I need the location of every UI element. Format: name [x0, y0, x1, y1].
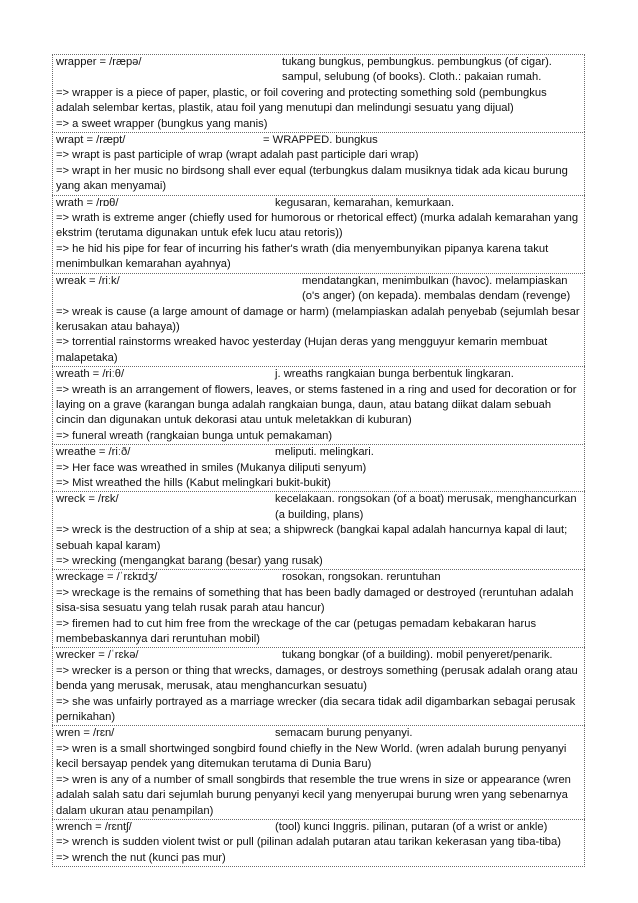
- entry-header: [56, 445, 582, 460]
- dictionary-entry: [52, 491, 585, 569]
- entry-example: => he hid his pipe for fear of incurring his father's wrath (dia menyembunyikan pipanya karena takut menimbulkan kemarahan ayahnya): [56, 242, 549, 271]
- entry-example: => wrapper is a piece of paper, plastic, or foil covering and protecting something sold (pembungkus adalah selembar kertas, plastik, atau foil yang menutupi dan melindungi sesuatu yang dijual): [56, 86, 547, 115]
- entry-header: [56, 492, 582, 523]
- entry-example: => wrecker is a person or thing that wrecks, damages, or destroys something (perusak adalah orang atau benda yang merusak, merusak, atau menghancurkan sesuatu): [56, 664, 578, 693]
- dictionary-entry: [52, 819, 585, 867]
- entry-headword: wreathe = /riːð/: [56, 446, 131, 459]
- dictionary-entry: [52, 725, 585, 818]
- entry-definition: = WRAPPED. bungkus: [263, 134, 378, 147]
- entry-example: => Her face was wreathed in smiles (Mukanya diliputi senyum): [56, 461, 367, 474]
- entry-example: => wrapt in her music no birdsong shall ever equal (terbungkus dalam musiknya tidak ada kicau burung yang akan menyamai): [56, 164, 568, 193]
- entry-headword: wrecker = /ˈrɛkə/: [56, 649, 139, 662]
- dictionary-entry: [52, 54, 585, 132]
- entry-definition: kegusaran, kemarahan, kemurkaan.: [275, 196, 455, 209]
- entry-example: => a sweet wrapper (bungkus yang manis): [56, 117, 268, 130]
- entry-example: => firemen had to cut him free from the wreckage of the car (petugas pemadam kebakaran harus membebaskannya dari reruntuhan mobil): [56, 617, 537, 646]
- entry-example: => wrath is extreme anger (chiefly used for humorous or rhetorical effect) (murka adalah kemarahan yang ekstrim (terutama digunakan untuk efek lucu atau retoris)): [56, 212, 579, 240]
- entry-example: => torrential rainstorms wreaked havoc yesterday (Hujan deras yang mengguyur kemarin membuat malapetaka): [56, 336, 548, 364]
- entry-definition: tukang bungkus, pembungkus. pembungkus (of cigar). sampul, selubung (of books). Cloth.: pakaian rumah.: [282, 56, 552, 84]
- entry-definition: rosokan, rongsokan. reruntuhan: [282, 571, 441, 584]
- entry-headword: wrapt = /ræpt/: [56, 134, 126, 147]
- entry-headword: wrench = /rɛntʃ/: [56, 820, 132, 833]
- entry-example: => wrench the nut (kunci pas mur): [56, 851, 226, 864]
- entry-example: => wreak is cause (a large amount of damage or harm) (melampiaskan adalah penyebab (sejumlah besar kerusakan atau bahaya)): [56, 305, 580, 333]
- entry-definition: j. wreaths rangkaian bunga berbentuk lingkaran.: [275, 368, 514, 381]
- entry-example: => wren is any of a number of small songbirds that resemble the true wrens in size or appearance (wren adalah salah satu dari sejumlah burung penyanyi kecil yang menyerupai burung wren yang sebenarnya dalam ukuran atau penampilan): [56, 773, 571, 817]
- entry-header: [56, 133, 582, 148]
- entry-example: => wreck is the destruction of a ship at sea; a shipwreck (bangkai kapal adalah hancurnya kapal di laut; sebuah kapal karam): [56, 524, 568, 552]
- entry-example: => wrapt is past participle of wrap (wrapt adalah past participle dari wrap): [56, 149, 419, 162]
- dictionary-entry: [52, 132, 585, 195]
- entry-definition: meliputi. melingkari.: [275, 446, 374, 459]
- entry-header: [56, 570, 582, 585]
- entry-example: => wreath is an arrangement of flowers, leaves, or stems fastened in a ring and used for decoration or for laying on a grave (karangan bunga adalah rangkaian bunga, daun, atau batang diikat dalam sebuah cincin dan digunakan untuk dekorasi atau untuk meletakkan di kuburan): [56, 383, 577, 427]
- entry-example: => funeral wreath (rangkaian bunga untuk pemakaman): [56, 429, 333, 442]
- dictionary-entries: [52, 54, 585, 867]
- entry-header: [56, 55, 582, 86]
- dictionary-entry: [52, 195, 585, 273]
- entry-definition: semacam burung penyanyi.: [275, 727, 413, 740]
- entry-definition: tukang bongkar (of a building). mobil penyeret/penarik.: [282, 649, 553, 662]
- entry-headword: wrapper = /ræpə/: [56, 56, 142, 68]
- entry-headword: wrath = /rɒθ/: [56, 196, 119, 209]
- entry-example: => wren is a small shortwinged songbird found chiefly in the New World. (wren adalah burung penyanyi kecil bersayap pendek yang ditemukan terutama di Dunia Baru): [56, 742, 567, 771]
- entry-headword: wreckage = /ˈrɛkɪdʒ/: [56, 571, 158, 584]
- entry-headword: wreath = /riːθ/: [56, 368, 125, 381]
- dictionary-entry: [52, 569, 585, 647]
- entry-definition: mendatangkan, menimbulkan (havoc). melampiaskan (o's anger) (on kepada). membalas dendam (revenge): [302, 274, 571, 303]
- entry-example: => wreckage is the remains of something that has been badly damaged or destroyed (reruntuhan adalah sisa-sisa sesuatu yang telah rusak parah atau hancur): [56, 586, 574, 615]
- entry-headword: wreck = /rɛk/: [56, 493, 119, 506]
- entry-header: [56, 367, 582, 382]
- entry-header: [56, 196, 582, 211]
- entry-headword: wren = /rɛn/: [56, 727, 115, 740]
- entry-header: [56, 648, 582, 663]
- entry-example: => wrecking (mengangkat barang (besar) yang rusak): [56, 555, 323, 567]
- entry-headword: wreak = /riːk/: [56, 274, 120, 287]
- entry-example: => Mist wreathed the hills (Kabut melingkari bukit-bukit): [56, 476, 331, 489]
- entry-header: [56, 274, 582, 305]
- entry-header: [56, 820, 582, 835]
- dictionary-entry: [52, 647, 585, 725]
- entry-definition: (tool) kunci Inggris. pilinan, putaran (of a wrist or ankle): [275, 820, 548, 833]
- dictionary-entry: [52, 444, 585, 491]
- dictionary-entry: [52, 273, 585, 366]
- entry-header: [56, 726, 582, 741]
- dictionary-entry: [52, 366, 585, 444]
- entry-example: => she was unfairly portrayed as a marriage wrecker (dia secara tidak adil digambarkan sebagai perusak pernikahan): [56, 695, 576, 724]
- entry-definition: kecelakaan. rongsokan (of a boat) merusak, menghancurkan (a building, plans): [275, 493, 577, 521]
- entry-example: => wrench is sudden violent twist or pull (pilinan adalah putaran atau tarikan kekerasan yang tiba-tiba): [56, 836, 561, 849]
